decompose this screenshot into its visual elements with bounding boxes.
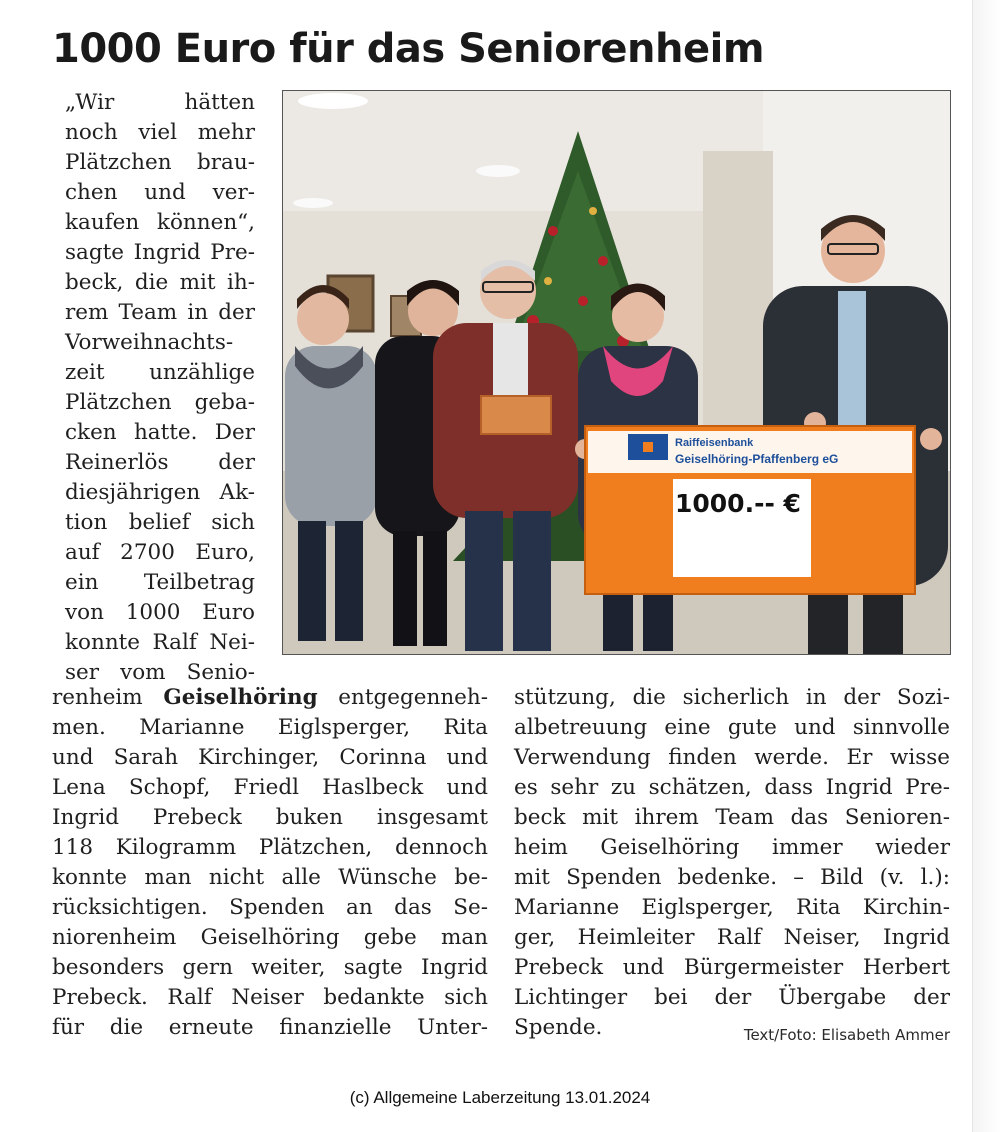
right-column-line: heim Geiselhöring immer wieder xyxy=(514,835,950,860)
donation-cheque xyxy=(585,426,915,594)
narrow-column-line: diesjährigen Ak- xyxy=(65,480,255,505)
left-column-line: besonders gern weiter, sagte Ingrid xyxy=(52,955,488,980)
narrow-column-line: Plätzchen brau- xyxy=(65,150,255,175)
left-column-line: Lena Schopf, Friedl Haslbeck und xyxy=(52,775,488,800)
narrow-column-line: ser vom Senio- xyxy=(65,660,255,685)
cheque-amount: 1000.-- € xyxy=(675,489,801,518)
narrow-column-line: tion belief sich xyxy=(65,510,255,535)
narrow-column-line: ein Teilbetrag xyxy=(65,570,255,595)
narrow-column-line: kaufen können“, xyxy=(65,210,255,235)
left-column-line: Ingrid Prebeck buken insgesamt xyxy=(52,805,488,830)
article-photo xyxy=(282,90,951,655)
narrow-column-line: auf 2700 Euro, xyxy=(65,540,255,565)
right-column-last-line xyxy=(514,1013,950,1043)
left-column-line: für die erneute finanzielle Unter- xyxy=(52,1015,488,1040)
narrow-column-line: chen und ver- xyxy=(65,180,255,205)
right-column-line: ger, Heimleiter Ralf Neiser, Ingrid xyxy=(514,925,950,950)
page-edge xyxy=(972,0,1000,1132)
copyright-notice: (c) Allgemeine Laberzeitung 13.01.2024 xyxy=(349,1088,651,1107)
right-column-line: albetreuung eine gute und sinnvolle xyxy=(514,715,950,740)
right-column-line: Verwendung finden werde. Er wisse xyxy=(514,745,950,770)
left-column-line: niorenheim Geiselhöring gebe man xyxy=(52,925,488,950)
narrow-column-line: Vorweihnachts- xyxy=(65,330,234,355)
bank-name-line2: Geiselhöring-Pfaffenberg eG xyxy=(675,452,839,466)
left-column-line: und Sarah Kirchinger, Corinna und xyxy=(52,745,488,770)
narrow-column-line: noch viel mehr xyxy=(65,120,255,145)
narrow-column-line: cken hatte. Der xyxy=(65,420,255,445)
narrow-column-line: „Wir hätten xyxy=(65,90,255,115)
narrow-column-line: rem Team in der xyxy=(65,300,255,325)
narrow-column-line: Plätzchen geba- xyxy=(65,390,255,415)
left-column-line: rücksichtigen. Spenden an das Se- xyxy=(52,895,488,920)
narrow-column-line: von 1000 Euro xyxy=(65,600,255,625)
narrow-column-line: Reinerlös der xyxy=(65,450,255,475)
left-column-line: 118 Kilogramm Plätzchen, dennoch xyxy=(52,835,488,860)
article-left-column xyxy=(52,683,488,1043)
left-column-line: men. Marianne Eiglsperger, Rita xyxy=(52,715,488,740)
right-column-line: Marianne Eiglsperger, Rita Kirchin- xyxy=(514,895,950,920)
place-name-bold: Geiselhöring xyxy=(163,685,318,710)
left-first-line: renheim Geiselhöring entgegenneh- xyxy=(52,685,488,710)
left-column-line: konnte man nicht alle Wünsche be- xyxy=(52,865,488,890)
narrow-column-line: konnte Ralf Nei- xyxy=(65,630,255,655)
right-column-line: Lichtinger bei der Übergabe der xyxy=(514,985,950,1010)
last-word: Spende. xyxy=(514,1015,603,1040)
article-headline: 1000 Euro für das Seniorenheim xyxy=(52,26,765,72)
right-column-line: beck mit ihrem Team das Senioren- xyxy=(514,805,950,830)
article-right-column xyxy=(514,683,950,1050)
right-column-line: es sehr zu schätzen, dass Ingrid Pre- xyxy=(514,775,950,800)
photo-credit: Text/Foto: Elisabeth Ammer xyxy=(743,1026,950,1044)
bank-name-line1: Raiffeisenbank xyxy=(675,437,754,449)
right-column-line: mit Spenden bedenke. – Bild (v. l.): xyxy=(514,865,950,890)
narrow-column-line: zeit unzählige xyxy=(65,360,255,385)
left-column-line: Prebeck. Ralf Neiser bedankte sich xyxy=(52,985,488,1010)
right-column-line: stützung, die sicherlich in der Sozi- xyxy=(514,685,950,710)
article-narrow-column xyxy=(65,88,255,688)
narrow-column-line: beck, die mit ih- xyxy=(65,270,255,295)
right-column-line: Prebeck und Bürgermeister Herbert xyxy=(514,955,950,980)
narrow-column-line: sagte Ingrid Pre- xyxy=(65,240,255,265)
